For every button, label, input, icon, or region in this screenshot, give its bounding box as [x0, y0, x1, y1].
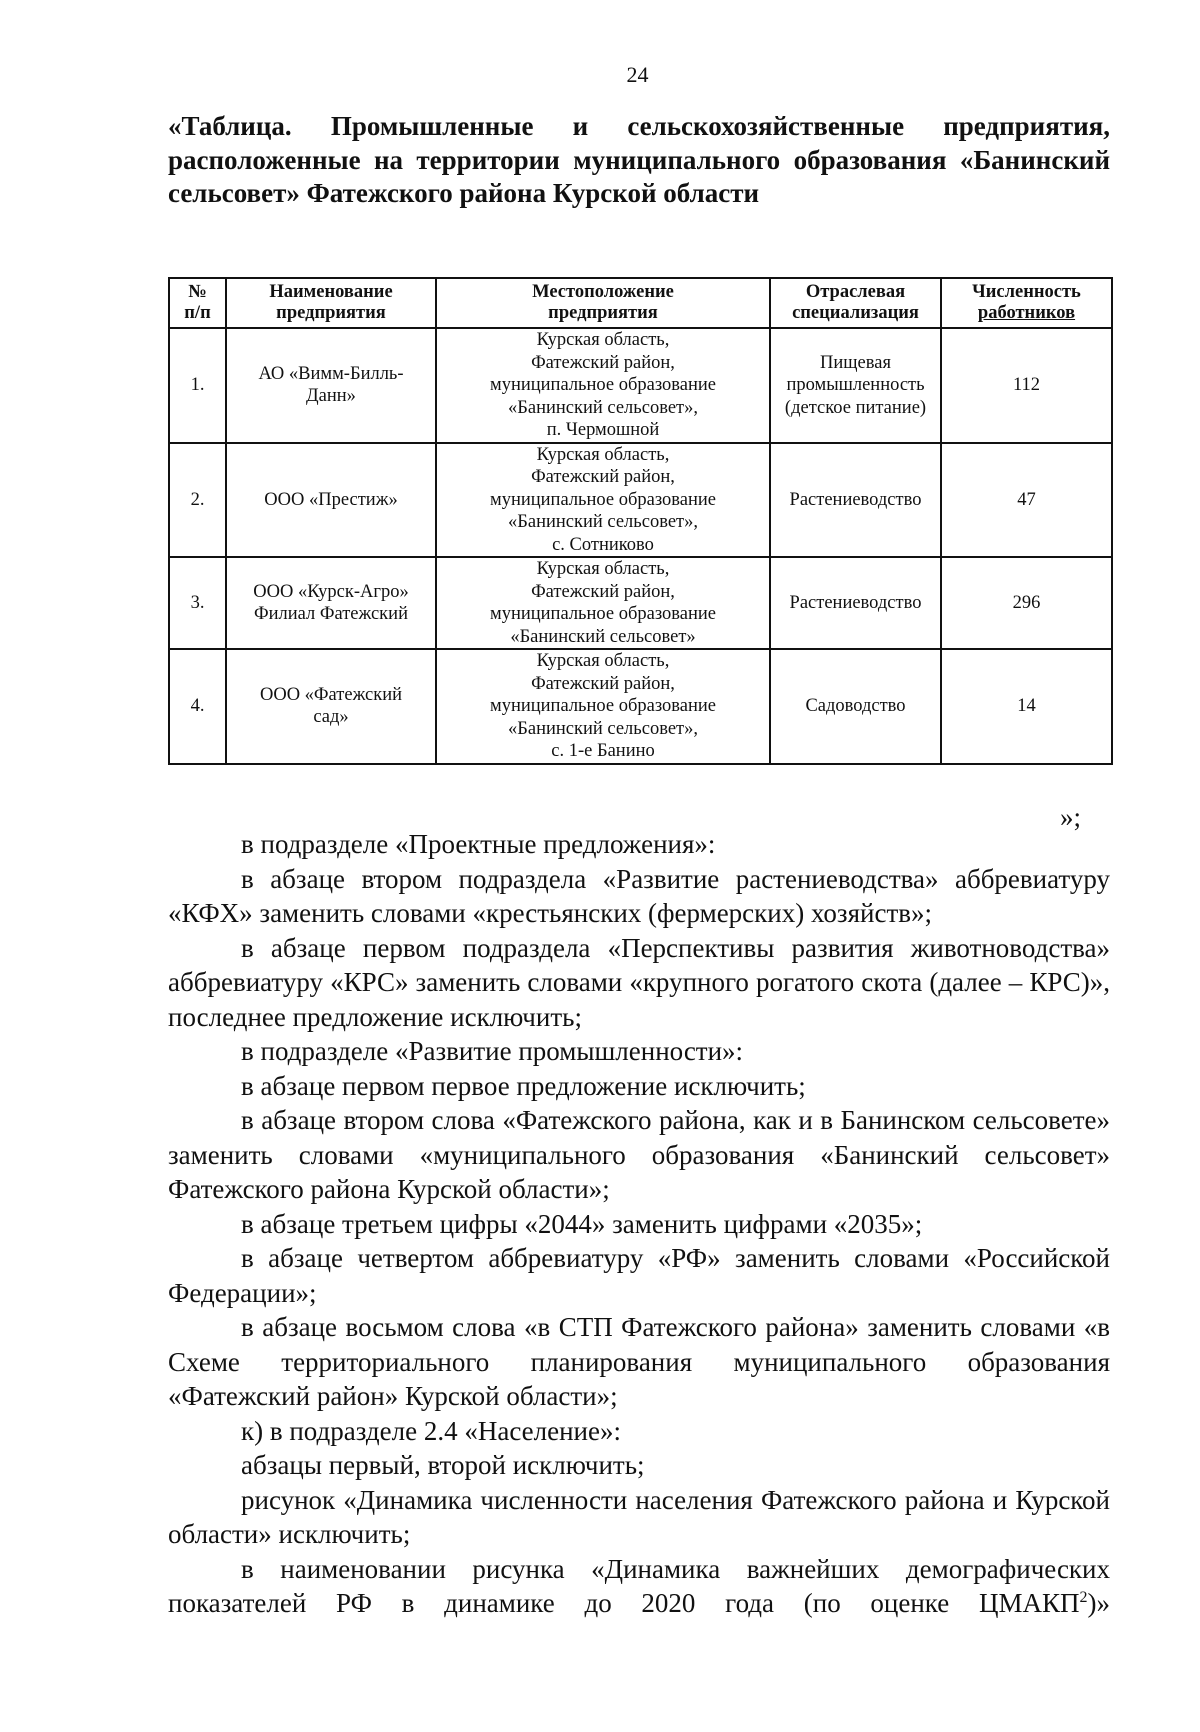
- header-num: [169, 278, 226, 328]
- paragraph: рисунок «Динамика численности населения Фатежского района и Курской области» исключить;: [168, 1484, 1110, 1549]
- table-row: [169, 649, 1112, 764]
- enterprises-table: [168, 277, 1113, 765]
- header-specialization-line1: Отраслевая: [805, 282, 906, 302]
- row-name: ООО «Престиж»: [226, 443, 436, 558]
- paragraph: абзацы первый, второй исключить;: [241, 1450, 645, 1480]
- header-num-line1: №: [188, 282, 207, 302]
- table-title: «Таблица. Промышленные и сельскохозяйственные предприятия, расположенные на территории муниципального образования «Банинский сельсовет» Фатежского района Курской области: [168, 111, 1110, 208]
- paragraph: в абзаце третьем цифры «2044» заменить цифрами «2035»;: [241, 1208, 923, 1239]
- row-specialization: Пищевая промышленность (детское питание): [770, 328, 941, 443]
- paragraph-last: [168, 1552, 1110, 1621]
- paragraph: в абзаце первом подраздела «Перспективы развития животноводства» аббревиатуру «КРС» заменить словами «крупного рогатого скота (далее – КРС)», последнее предложение исключить;: [168, 932, 1110, 1032]
- row-name: ООО «Курск-Агро» Филиал Фатежский: [226, 557, 436, 649]
- table-row: [169, 443, 1112, 558]
- row-num: 2.: [169, 443, 226, 558]
- paragraph: в подразделе «Проектные предложения»:: [241, 829, 716, 859]
- header-location-line1: Местоположение: [532, 282, 674, 302]
- row-location: Курская область, Фатежский район, муниципальное образование «Банинский сельсовет», п. Чермошной: [436, 328, 770, 443]
- last-paragraph-text: в наименовании рисунка «Динамика важнейших демографических показателей РФ в динамике до 2020 года (по оценке ЦМАКП: [168, 1553, 1110, 1618]
- row-specialization: Садоводство: [770, 649, 941, 764]
- table-row: [169, 328, 1112, 443]
- header-workers-line2: работников: [977, 303, 1076, 323]
- row-num: 4.: [169, 649, 226, 764]
- row-workers: 296: [941, 557, 1112, 649]
- header-specialization-line2: специализация: [792, 303, 919, 323]
- row-workers: 112: [941, 328, 1112, 443]
- paragraph: в абзаце втором подраздела «Развитие растениеводства» аббревиатуру «КФХ» заменить словами «крестьянских (фермерских) хозяйств»;: [168, 863, 1110, 928]
- paragraph: в подразделе «Развитие промышленности»:: [241, 1036, 744, 1066]
- row-specialization: Растениеводство: [770, 443, 941, 558]
- table-header-row: [169, 278, 1112, 328]
- header-name: [226, 278, 436, 328]
- page-number: 24: [626, 62, 649, 87]
- paragraph: в абзаце восьмом слова «в СТП Фатежского района» заменить словами «в Схеме территориального планирования муниципального образования «Фатежский район» Курской области»;: [168, 1312, 1110, 1411]
- header-location-line2: предприятия: [548, 303, 658, 323]
- header-name-line1: Наименование: [269, 282, 393, 302]
- paragraph: в абзаце первом первое предложение исключить;: [241, 1070, 806, 1101]
- header-name-line2: предприятия: [276, 303, 386, 323]
- row-workers: 14: [941, 649, 1112, 764]
- paragraph: к) в подразделе 2.4 «Население»:: [241, 1415, 621, 1446]
- footnote-mark: 2: [1079, 1589, 1088, 1606]
- paragraph: в абзаце четвертом аббревиатуру «РФ» заменить словами «Российской Федерации»;: [168, 1243, 1110, 1308]
- row-workers: 47: [941, 443, 1112, 558]
- header-workers-line1: Численность: [972, 282, 1081, 302]
- last-paragraph-suffix: )»: [1087, 1588, 1110, 1618]
- row-name: ООО «Фатежский сад»: [226, 649, 436, 764]
- amendments-text: [168, 827, 1110, 1621]
- row-location: Курская область, Фатежский район, муниципальное образование «Банинский сельсовет»: [436, 557, 770, 649]
- paragraph: в абзаце втором слова «Фатежского района, как и в Банинском сельсовете» заменить словами «муниципального образования «Банинский сельсовет» Фатежского района Курской области»;: [168, 1105, 1110, 1204]
- row-location: Курская область, Фатежский район, муниципальное образование «Банинский сельсовет», с. Сотниково: [436, 443, 770, 558]
- closing-quote: »;: [1060, 802, 1082, 832]
- row-specialization: Растениеводство: [770, 557, 941, 649]
- header-location: [436, 278, 770, 328]
- row-num: 3.: [169, 557, 226, 649]
- header-num-line2: п/п: [184, 303, 211, 323]
- row-name: АО «Вимм-Билль- Данн»: [226, 328, 436, 443]
- header-workers: [941, 278, 1112, 328]
- header-specialization: [770, 278, 941, 328]
- row-num: 1.: [169, 328, 226, 443]
- row-location: Курская область, Фатежский район, муниципальное образование «Банинский сельсовет», с. 1-е Банино: [436, 649, 770, 764]
- table-row: [169, 557, 1112, 649]
